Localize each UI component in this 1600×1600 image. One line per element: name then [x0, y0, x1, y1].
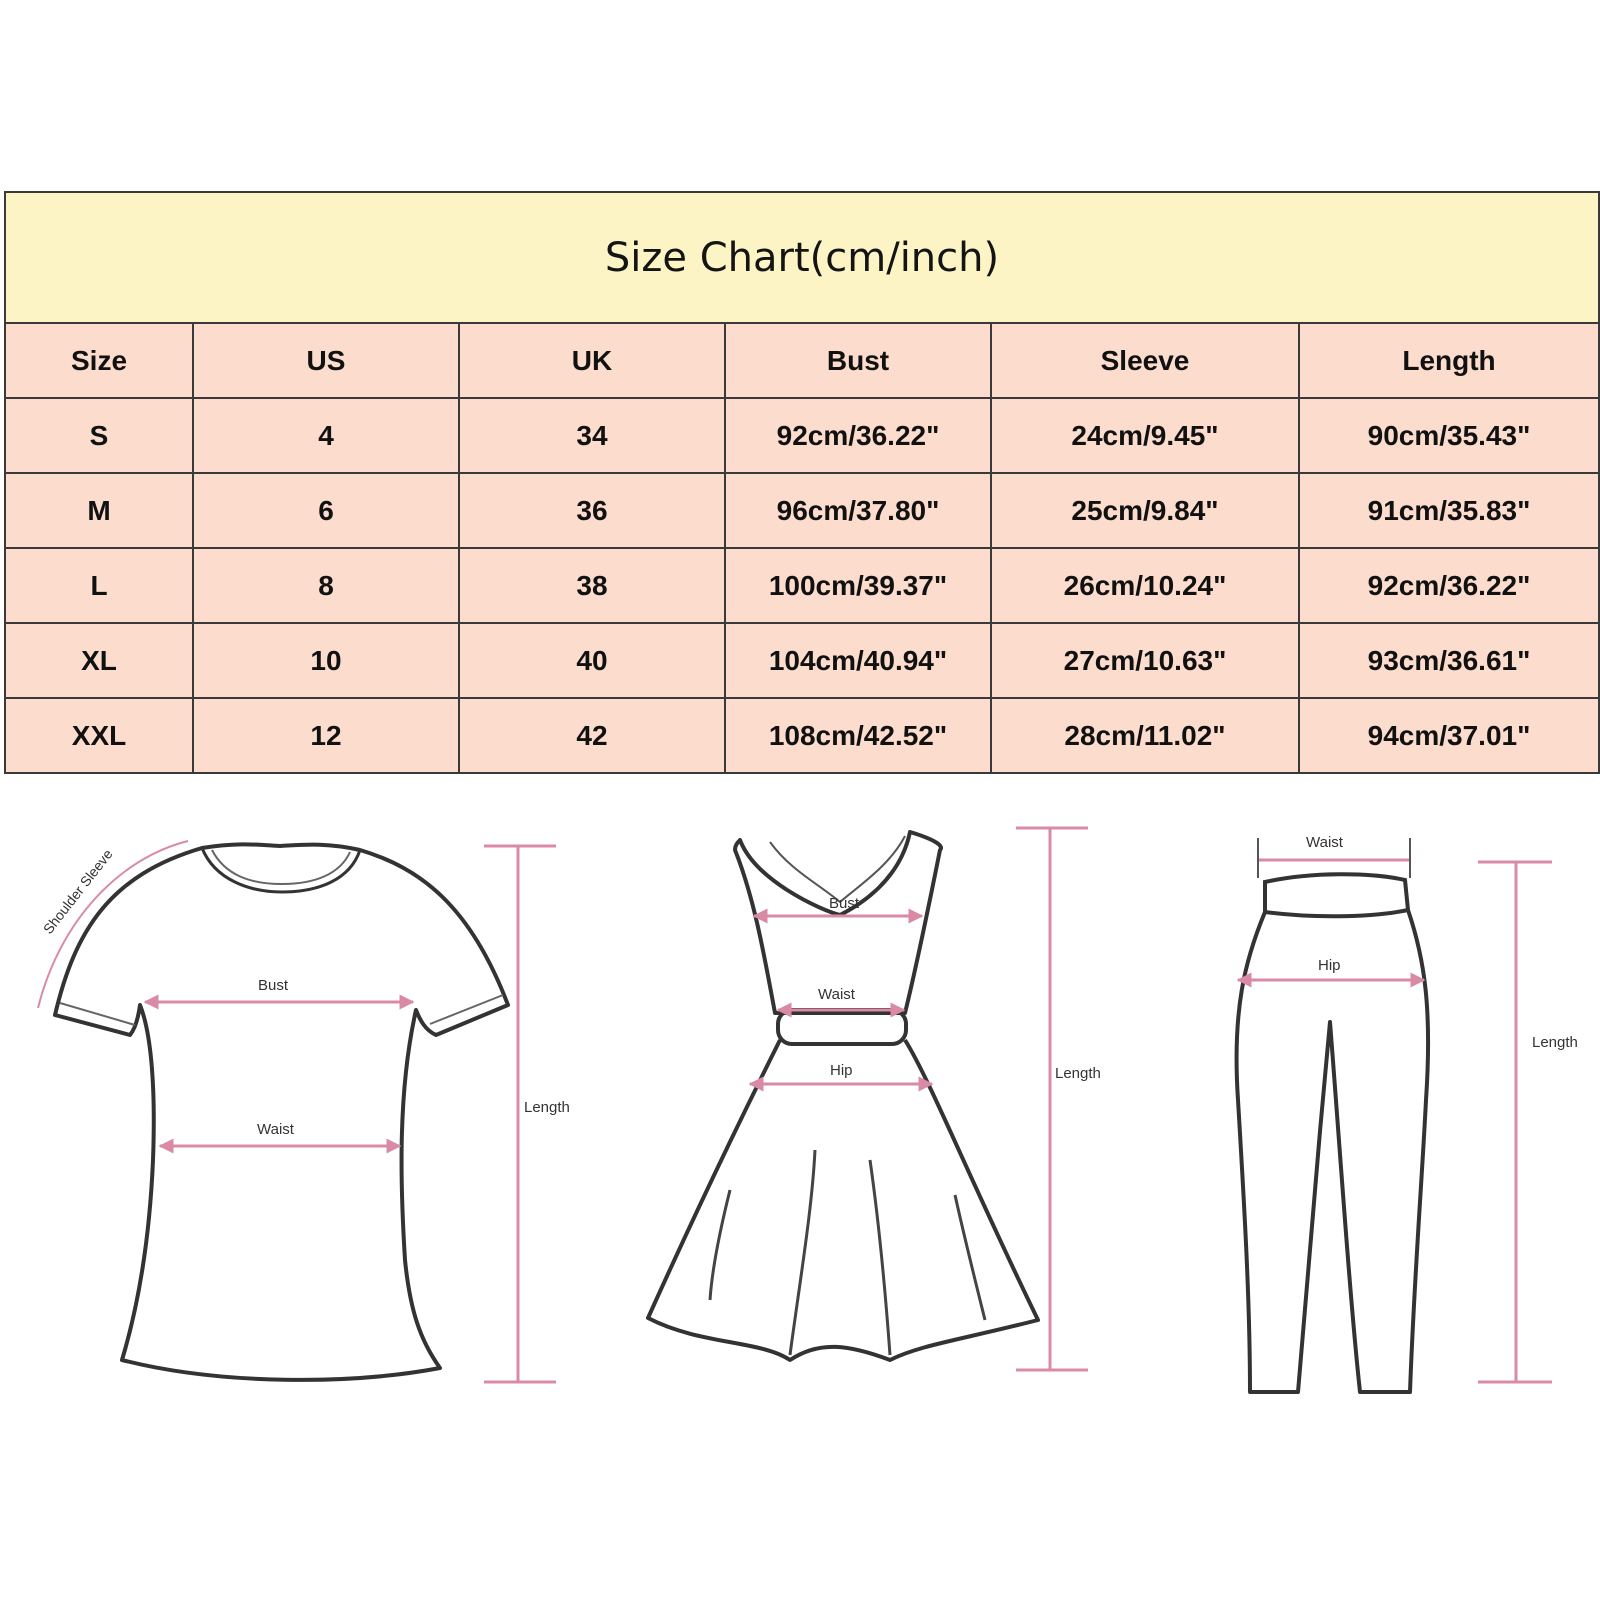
- pants-diagram: [1237, 834, 1578, 1392]
- dress-fold-2: [790, 1150, 815, 1355]
- cell-length: 90cm/35.43": [1299, 398, 1599, 473]
- cell-sleeve: 24cm/9.45": [991, 398, 1299, 473]
- tshirt-left-cuff: [60, 1003, 135, 1025]
- cell-size: L: [5, 548, 193, 623]
- tshirt-waist-label: Waist: [257, 1121, 294, 1138]
- table-row: [5, 398, 1599, 473]
- cell-length: 94cm/37.01": [1299, 698, 1599, 773]
- pants-waist-label: Waist: [1306, 834, 1343, 851]
- pants-length-label: Length: [1532, 1034, 1578, 1051]
- cell-sleeve: 25cm/9.84": [991, 473, 1299, 548]
- tshirt-length-label: Length: [524, 1099, 570, 1116]
- shoulder-sleeve-label: Shoulder Sleeve: [39, 846, 116, 937]
- dress-fold-4: [955, 1195, 985, 1320]
- pants-waistband: [1265, 874, 1408, 916]
- dress-waistband: [778, 1010, 906, 1044]
- cell-length: 92cm/36.22": [1299, 548, 1599, 623]
- cell-uk: 40: [459, 623, 725, 698]
- cell-length: 91cm/35.83": [1299, 473, 1599, 548]
- cell-bust: 100cm/39.37": [725, 548, 991, 623]
- tshirt-bust-label: Bust: [258, 977, 289, 994]
- cell-bust: 108cm/42.52": [725, 698, 991, 773]
- cell-size: XXL: [5, 698, 193, 773]
- header-bust: Bust: [725, 323, 991, 398]
- cell-us: 10: [193, 623, 459, 698]
- table-row: [5, 548, 1599, 623]
- cell-sleeve: 27cm/10.63": [991, 623, 1299, 698]
- cell-size: M: [5, 473, 193, 548]
- dress-waist-label: Waist: [818, 986, 855, 1003]
- cell-sleeve: 28cm/11.02": [991, 698, 1299, 773]
- header-row: [5, 323, 1599, 398]
- tshirt-outline: [55, 844, 508, 1380]
- header-sleeve: Sleeve: [991, 323, 1299, 398]
- table-row: [5, 623, 1599, 698]
- cell-us: 12: [193, 698, 459, 773]
- dress-length-label: Length: [1055, 1065, 1101, 1082]
- cell-us: 4: [193, 398, 459, 473]
- pants-hip-label: Hip: [1318, 957, 1341, 974]
- tshirt-collar-inner: [212, 850, 350, 884]
- cell-bust: 96cm/37.80": [725, 473, 991, 548]
- dress-fold-3: [870, 1160, 890, 1355]
- dress-hip-label: Hip: [830, 1062, 853, 1079]
- header-length: Length: [1299, 323, 1599, 398]
- cell-uk: 42: [459, 698, 725, 773]
- table-row: [5, 698, 1599, 773]
- dress-diagram: [648, 828, 1101, 1370]
- size-chart-table: [4, 191, 1600, 774]
- dress-bust-label: Bust: [829, 895, 860, 912]
- table-row: [5, 473, 1599, 548]
- cell-uk: 34: [459, 398, 725, 473]
- cell-size: S: [5, 398, 193, 473]
- cell-us: 8: [193, 548, 459, 623]
- cell-sleeve: 26cm/10.24": [991, 548, 1299, 623]
- garment-diagrams: [0, 790, 1600, 1440]
- cell-bust: 92cm/36.22": [725, 398, 991, 473]
- header-us: US: [193, 323, 459, 398]
- dress-fold-1: [710, 1190, 730, 1300]
- cell-uk: 38: [459, 548, 725, 623]
- cell-us: 6: [193, 473, 459, 548]
- pants-outline: [1237, 910, 1429, 1392]
- cell-size: XL: [5, 623, 193, 698]
- cell-uk: 36: [459, 473, 725, 548]
- tshirt-diagram: [38, 841, 570, 1382]
- cell-bust: 104cm/40.94": [725, 623, 991, 698]
- dress-skirt: [648, 1040, 1038, 1360]
- header-size: Size: [5, 323, 193, 398]
- chart-title: Size Chart(cm/inch): [5, 192, 1599, 323]
- header-uk: UK: [459, 323, 725, 398]
- cell-length: 93cm/36.61": [1299, 623, 1599, 698]
